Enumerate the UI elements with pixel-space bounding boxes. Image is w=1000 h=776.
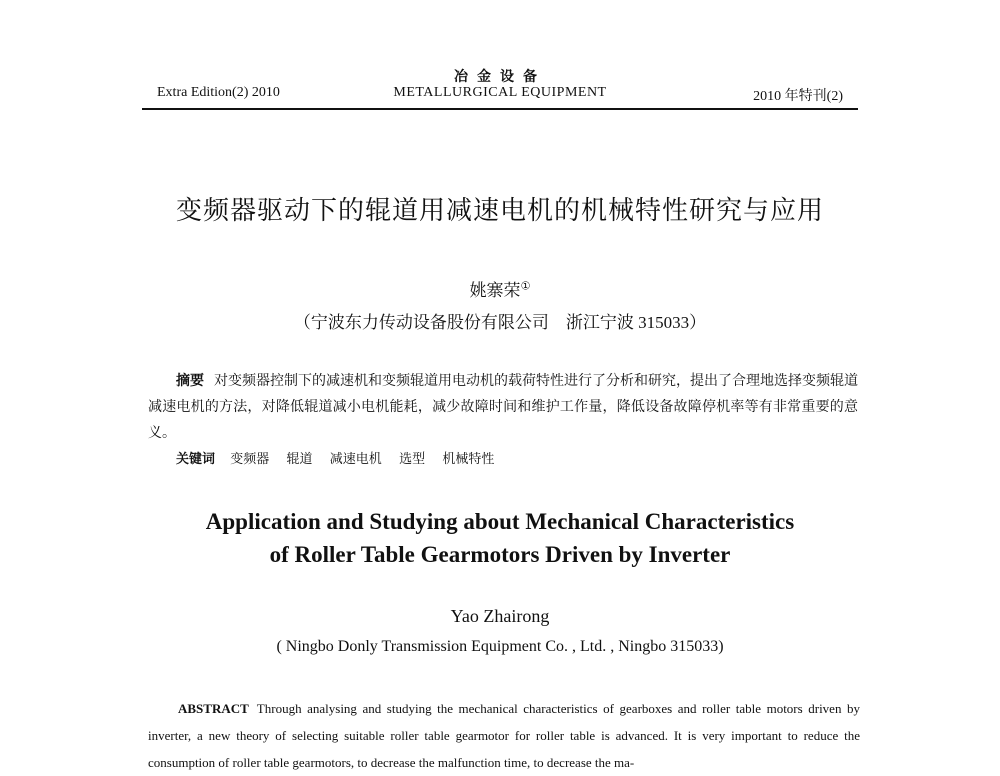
keyword-item: 辊道 [286, 451, 313, 466]
abstract-en [148, 695, 860, 776]
affiliation-cn: （宁波东力传动设备股份有限公司 浙江宁波 315033） [293, 313, 707, 332]
keyword-item: 选型 [399, 451, 426, 466]
journal-name-en: METALLURGICAL EQUIPMENT [393, 85, 607, 100]
author-en: Yao Zhairong [450, 606, 550, 626]
keywords-cn-label: 关键词 [176, 452, 216, 467]
abstract-cn-label: 摘要 [176, 373, 204, 389]
running-header-right: 2010 年特刊(2) [753, 89, 843, 104]
keyword-item: 机械特性 [442, 451, 495, 466]
abstract-cn [148, 368, 858, 447]
header-rule [142, 108, 858, 110]
paper-title-en [0, 505, 1000, 571]
keywords-cn [176, 448, 508, 467]
paper-title-en-line1: Application and Studying about Mechanical Characteristics [205, 509, 795, 534]
author-cn-name: 姚寨荣 [469, 281, 521, 300]
paper-title-cn: 变频器驱动下的辊道用减速电机的机械特性研究与应用 [175, 196, 824, 226]
running-header-left: Extra Edition(2) 2010 [157, 85, 280, 100]
abstract-en-label: ABSTRACT [178, 701, 249, 716]
paper-title-en-line2: of Roller Table Gearmotors Driven by Inverter [269, 542, 731, 567]
keyword-item: 减速电机 [329, 451, 382, 466]
keyword-item: 变频器 [230, 451, 270, 466]
journal-name-cn: 冶金设备 [454, 69, 546, 85]
author-cn-footnote-mark: ① [520, 280, 531, 293]
author-cn [0, 276, 1000, 301]
abstract-cn-text: 对变频器控制下的减速机和变频辊道用电动机的载荷特性进行了分析和研究，提出了合理地选择变频辊道减速电机的方法，对降低辊道减小电机能耗，减少故障时间和维护工作量，降低设备故障停机率等有非常重要的意义。 [148, 374, 858, 441]
affiliation-en: ( Ningbo Donly Transmission Equipment Co. , Ltd. , Ningbo 315033) [276, 638, 724, 655]
abstract-en-text: Through analysing and studying the mechanical characteristics of gearboxes and roller table motors driven by inverter, a new theory of selecting suitable roller table gearmotor for roller table is advanced. It is very important to reduce the consumption of roller table gearmotors, to decrease the malfunction time, to decrease the ma- [148, 701, 860, 770]
